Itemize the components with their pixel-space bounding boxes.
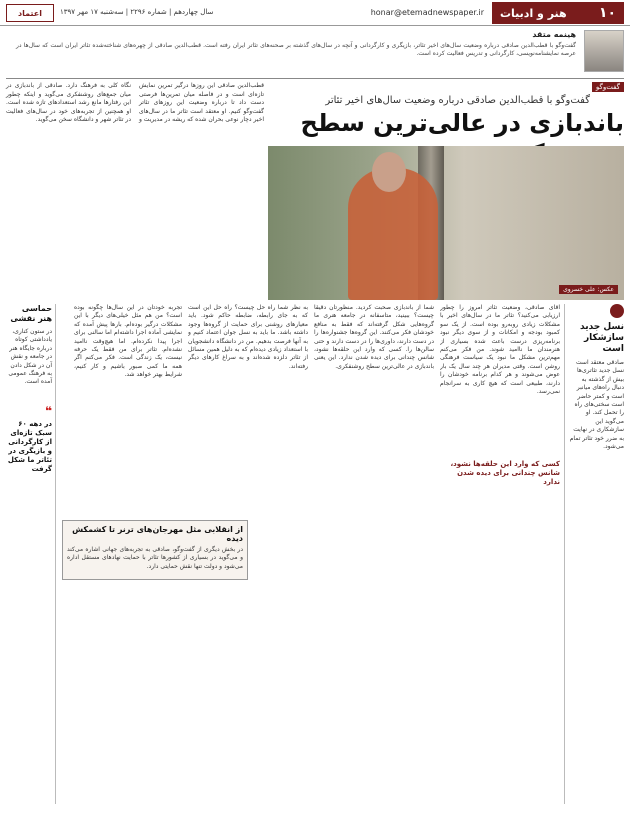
page-header [0,0,630,26]
left-quote-text: در دهه ۶۰ سبک تازه‌ای از کارگردانی و بازیگری در تئاتر ما شکل گرفت [7,419,52,473]
left-sidebar [6,304,56,804]
callout-text: در بخش دیگری از گفت‌وگو، صادقی به تجربه‌های جهانی اشاره می‌کند و می‌گوید در بسیاری از کشورها تئاتر با حمایت نهادهای مستقل اداره می‌شود و دولت تنها نقش حمایتی دارد. [67,546,243,570]
author-bio: گفت‌وگو با قطب‌الدین صادقی درباره وضعیت سال‌های اخیر تئاتر، بازیگری و کارگردانی و آنچه در سال‌های گذشته بر صحنه‌های تئاتر ایران رفته است. قطب‌الدین صادقی از چهره‌های شناخته‌شده تئاتر ایران است که سال‌ها در عرصه نمایشنامه‌نویسی، کارگردانی و تدریس فعالیت کرده است. [16,42,576,57]
left-sidebar-quote [6,403,52,474]
article-lead: گفت‌وگو با قطب‌الدین صادقی درباره وضعیت سال‌های اخیر تئاتر [325,95,590,106]
section-label-box [492,2,624,24]
author-name: هینمه متقد [532,30,576,39]
body-column-2: شما از باندبازی صحبت کردید. منظورتان دقیقا چیست؟ ببینید، متاسفانه در جامعه هنری ما گروه‌هایی شکل گرفته‌اند که فقط به منافع خودشان فکر می‌کنند. این گروه‌ها جشنواره‌ها را در دست دارند، داوری‌ها را در دست دارند و حتی سالن‌ها را. کسی که وارد این حلقه‌ها نشود، شانس چندانی برای دیده شدن ندارد. این یعنی باندبازی در عالی‌ترین سطح روشنفکری. [314,304,434,370]
callout-box [62,520,248,580]
callout-title: از انقلابی مثل مهرجان‌های ترنر تا کشمکش دیده [72,525,243,543]
article-headline: باندبازی در عالی‌ترین سطح [300,109,624,137]
photo-credit: عکس: علی خسروی [559,285,618,294]
side-text: صادقی معتقد است نسل جدید تئاتری‌ها بیش از گذشته به دنبال راه‌های میانبر است و کمتر حاضر است سختی‌های راه را تحمل کند. او می‌گوید این سازشکاری در نهایت به ضرر خود تئاتر تمام می‌شود. [569,359,624,451]
body-column-4: تجربه خودتان در این سال‌ها چگونه بوده است؟ من هم مثل خیلی‌های دیگر با این مشکلات درگیر بوده‌ام. بارها پیش آمده که نمایشی آماده اجرا داشته‌ام اما سالنی برای اجرا پیدا نکرده‌ام. اما هیچ‌وقت ناامید نشده‌ام. تئاتر برای من فقط یک حرفه نیست، یک زندگی است. فکر می‌کنم اگر همه ما کمی صبور باشیم و کار کنیم، شرایط بهتر خواهد شد. [74,304,182,379]
kicker-tag: گفت‌وگو [592,82,624,92]
left-sidebar-text: در ستون کناری، یادداشتی کوتاه درباره جایگاه هنر در جامعه و نقش آن در شکل دادن به فرهنگ عمومی آمده است. [8,328,52,386]
page-number: ۱۰ [598,5,616,21]
article-photo [268,146,624,300]
author-avatar [584,30,624,72]
divider [6,78,624,79]
dateline: سال چهاردهم | شماره ۲۲۹۶ | سه‌شنبه ۱۷ مهر ۱۳۹۷ [60,8,214,16]
author-strip [0,28,630,76]
section-email: honar@etemadnewspaper.ir [370,8,484,17]
section-title: هنر و ادبیات [500,6,567,20]
pull-quote: کسی که وارد این حلقه‌ها نشود، شانس چندانی برای دیده شدن ندارد [450,460,560,486]
body-column-3: به نظر شما راه حل چیست؟ راه حل این است که به جای رابطه، ضابطه حاکم شود. باید معیارهای روشنی برای حمایت از گروه‌ها وجود داشته باشد. ما باید به نسل جوان اعتماد کنیم و به آنها فرصت بدهیم. من در دانشگاه دانشجویان با استعداد زیادی دیده‌ام که به دلیل همین مسائل از تئاتر دلزده شده‌اند و به سراغ کارهای دیگر رفته‌اند. [188,304,308,370]
article-intro: قطب‌الدین صادقی این روزها درگیر تمرین نمایش تازه‌ای است و در فاصله میان تمرین‌ها فرصتی دست داد تا درباره وضعیت این روزهای تئاتر گفت‌وگو کنیم. او معتقد است تئاتر ما در سال‌های اخیر دچار نوعی بحران شده که ریشه در مدیریت و نگاه کلی به فرهنگ دارد. صادقی از باندبازی در میان جمع‌های روشنفکری می‌گوید و اینکه چطور این رفتارها مانع رشد استعدادهای تازه شده است. او همچنین از تجربه‌های خود در سال‌های فعالیت در تئاتر شهر و دانشگاه سخن می‌گوید. [6,82,264,124]
newspaper-logo: اعتماد [6,4,54,22]
side-title: نسل جدید سازشکار است [580,322,624,354]
photo-subject-head [372,152,406,192]
body-column-1: آقای صادقی، وضعیت تئاتر امروز را چطور ارزیابی می‌کنید؟ تئاتر ما در سال‌های اخیر با مشکلات زیادی روبه‌رو بوده است. از یک سو کمبود بودجه و امکانات و از سوی دیگر نبود برنامه‌ریزی درست باعث شده بسیاری از هنرمندان ما ناامید شوند. من فکر می‌کنم مهم‌ترین مشکل ما نبود یک سیاست فرهنگی روشن است. وقتی مدیران هر چند سال یک بار عوض می‌شوند و هر کدام برنامه خودشان را دارند، طبیعی است که هیچ کاری به سرانجام نمی‌رسد. [440,304,560,396]
quote-marks-icon: ❝ [44,403,52,418]
left-sidebar-title: حماسی هنر نقشی [10,304,52,323]
side-badge-icon [610,304,624,318]
right-sidebar [564,304,624,804]
